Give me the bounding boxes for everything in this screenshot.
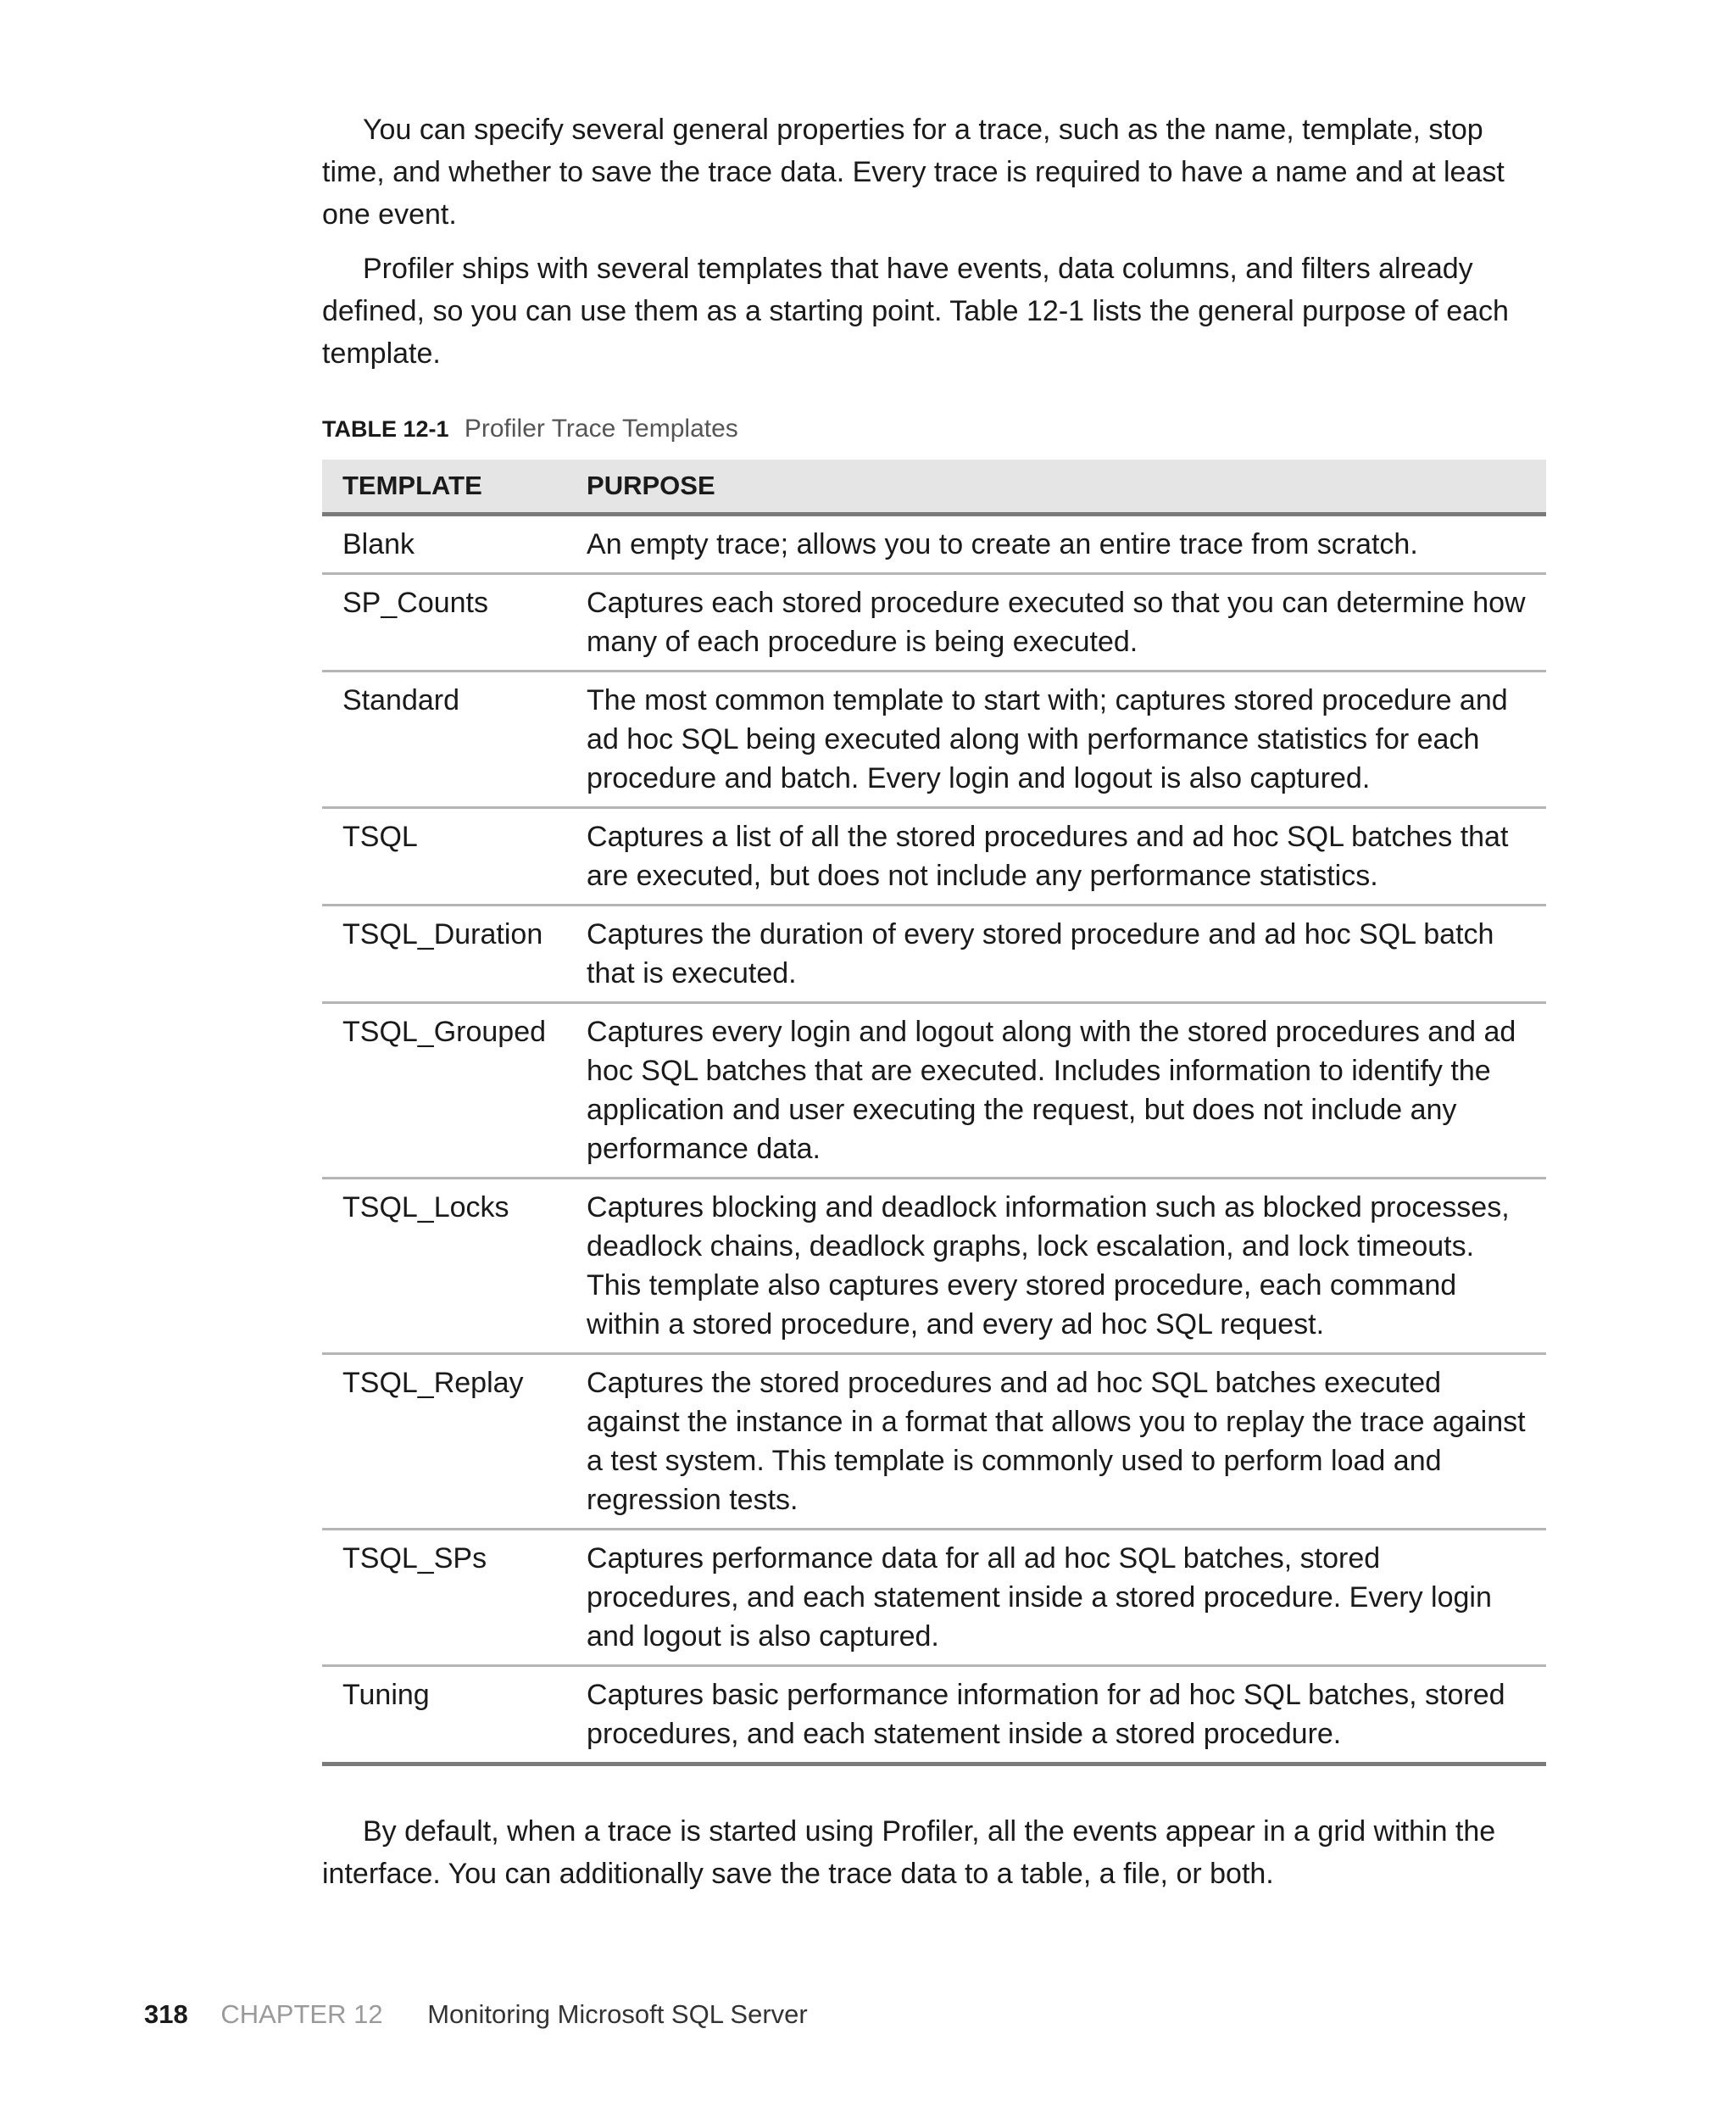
intro-paragraph-2: Profiler ships with several templates that have events, data columns, and filters already defined, so you can use them as a starting point. Table 12-1 lists the general purpose of each template.	[322, 253, 1509, 370]
table-row	[322, 574, 1546, 672]
template-purpose: Captures the stored procedures and ad hoc SQL batches executed against the instance in a format that allows you to replay the trace against a test system. This template is commonly used to perform load and regression tests.	[566, 1354, 1546, 1530]
template-name: TSQL_Replay	[322, 1354, 566, 1530]
template-name: Tuning	[322, 1666, 566, 1764]
table-caption	[322, 412, 1546, 446]
template-purpose: Captures basic performance information for ad hoc SQL batches, stored procedures, and each statement inside a stored procedure.	[566, 1666, 1546, 1764]
page-number: 318	[144, 1999, 188, 2029]
table-row	[322, 1003, 1546, 1179]
table-header-row	[322, 460, 1546, 515]
table-row	[322, 672, 1546, 808]
template-purpose: Captures a list of all the stored procedures and ad hoc SQL batches that are executed, but does not include any performance statistics.	[566, 808, 1546, 906]
template-purpose: Captures blocking and deadlock information such as blocked processes, deadlock chains, deadlock graphs, lock escalation, and lock timeouts. This template also captures every stored procedure, each command within a stored procedure, and every ad hoc SQL request.	[566, 1179, 1546, 1354]
table-caption-label: TABLE 12-1	[322, 416, 449, 442]
table-row	[322, 1179, 1546, 1354]
template-purpose: The most common template to start with; captures stored procedure and ad hoc SQL being executed along with performance statistics for each procedure and batch. Every login and logout is also captured.	[566, 672, 1546, 808]
table-row	[322, 1666, 1546, 1764]
table-row	[322, 808, 1546, 906]
book-title: Monitoring Microsoft SQL Server	[427, 1999, 808, 2029]
template-name: TSQL_SPs	[322, 1530, 566, 1666]
page-footer	[144, 1998, 808, 2032]
template-name: Standard	[322, 672, 566, 808]
page-content	[322, 109, 1546, 1907]
template-name: TSQL_Grouped	[322, 1003, 566, 1179]
table-caption-title: Profiler Trace Templates	[464, 415, 738, 443]
templates-table	[322, 460, 1546, 1766]
template-name: SP_Counts	[322, 574, 566, 672]
template-purpose: Captures every login and logout along with the stored procedures and ad hoc SQL batches that are executed. Includes information to identify the application and user executing the request, but does not include any performance data.	[566, 1003, 1546, 1179]
template-name: TSQL	[322, 808, 566, 906]
template-name: Blank	[322, 515, 566, 574]
template-purpose: Captures each stored procedure executed so that you can determine how many of each procedure is being executed.	[566, 574, 1546, 672]
template-purpose: Captures the duration of every stored procedure and ad hoc SQL batch that is executed.	[566, 906, 1546, 1003]
table-row	[322, 1354, 1546, 1530]
table-row	[322, 906, 1546, 1003]
table-row	[322, 515, 1546, 574]
intro-paragraph-1: You can specify several general properties for a trace, such as the name, template, stop time, and whether to save the trace data. Every trace is required to have a name and at least one event.	[322, 114, 1505, 231]
table-row	[322, 1530, 1546, 1666]
chapter-label: CHAPTER 12	[220, 1999, 383, 2029]
template-name: TSQL_Locks	[322, 1179, 566, 1354]
template-purpose: An empty trace; allows you to create an entire trace from scratch.	[566, 515, 1546, 574]
template-name: TSQL_Duration	[322, 906, 566, 1003]
template-purpose: Captures performance data for all ad hoc SQL batches, stored procedures, and each statement inside a stored procedure. Every login and logout is also captured.	[566, 1530, 1546, 1666]
column-header-purpose: PURPOSE	[566, 460, 1546, 515]
column-header-template: TEMPLATE	[322, 460, 566, 515]
closing-paragraph: By default, when a trace is started using Profiler, all the events appear in a grid within the interface. You can additionally save the trace data to a table, a file, or both.	[322, 1815, 1496, 1890]
